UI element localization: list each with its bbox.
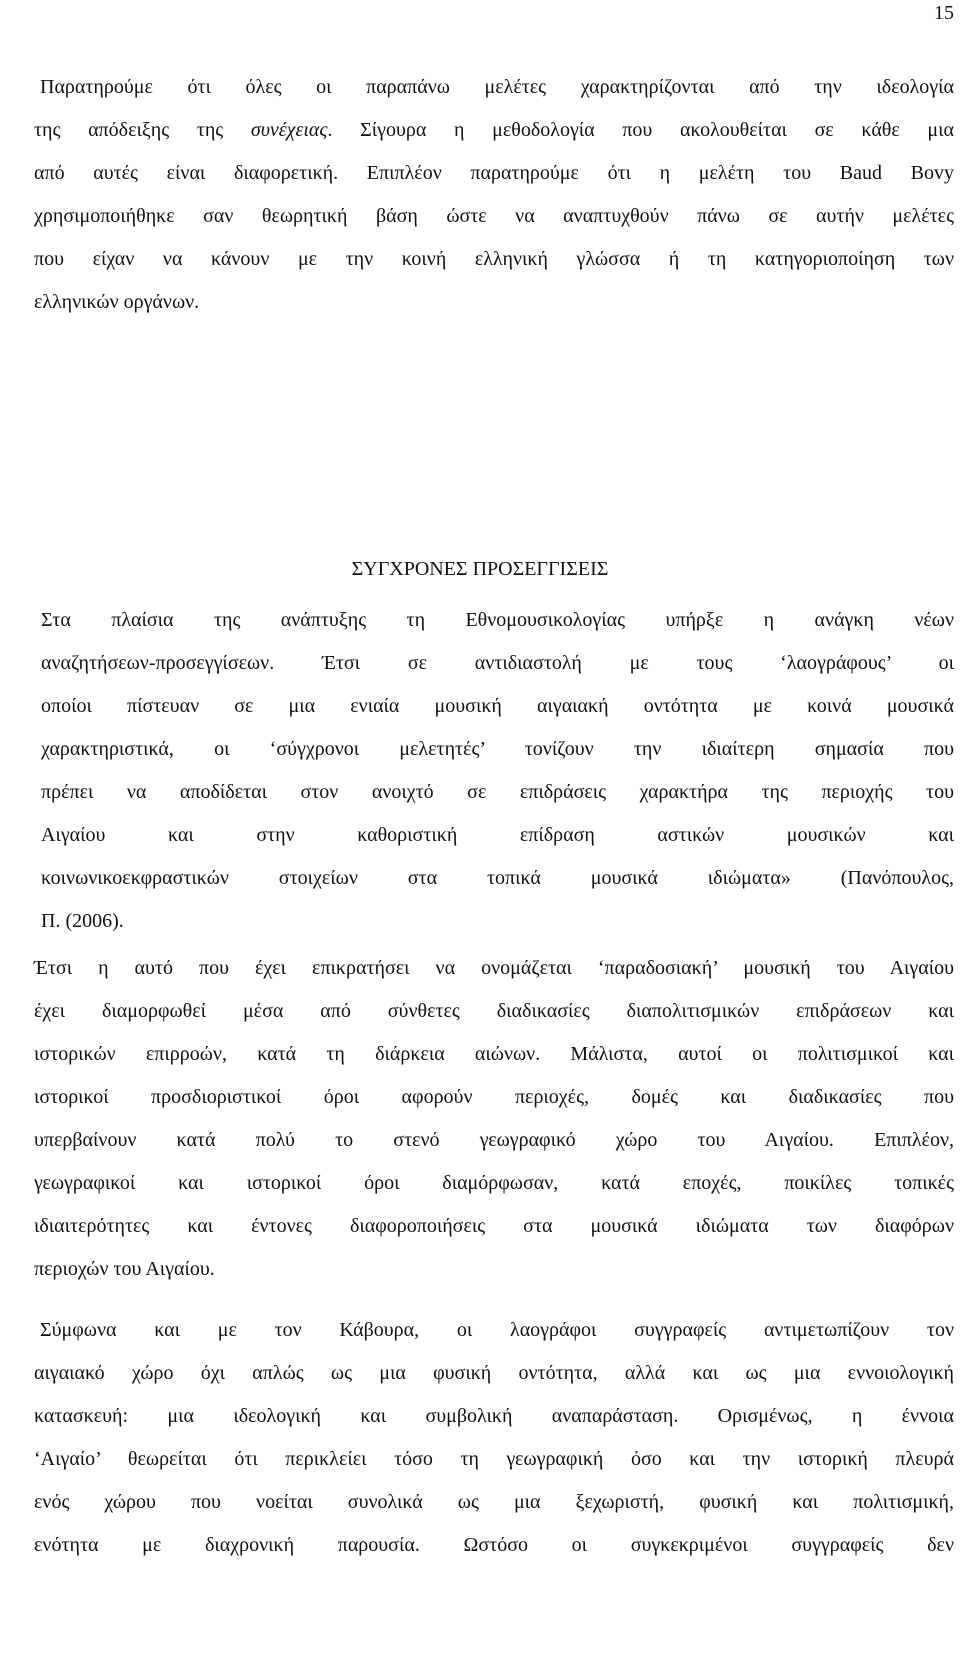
text-line: Παρατηρούμε ότι όλες οι παραπάνω μελέτες χαρακτηρίζονται από την ιδεολογία xyxy=(40,76,954,98)
paragraph-traditional-music xyxy=(34,952,954,1296)
emphasis-text: συνέχειας xyxy=(250,119,328,141)
text-line: κοινωνικοεκφραστικών στοιχείων στα τοπικά μουσικά ιδιώματα» (Πανόπουλος, xyxy=(41,867,954,889)
section-heading: ΣΥΓΧΡΟΝΕΣ ΠΡΟΣΕΓΓΙΣΕΙΣ xyxy=(351,558,609,580)
text-fragment: . Σίγουρα η μεθοδολογία που ακολουθείται σε κάθε μια xyxy=(327,119,955,141)
text-line: γεωγραφικοί και ιστορικοί όροι διαμόρφωσαν, κατά εποχές, ποικίλες τοπικές xyxy=(34,1172,954,1194)
text-line: Π. (2006). xyxy=(41,910,124,932)
text-line: ελληνικών οργάνων. xyxy=(34,291,200,313)
text-line: που είχαν να κάνουν με την κοινή ελληνική γλώσσα ή τη κατηγοριοποίηση των xyxy=(34,248,954,270)
text-line: πρέπει να αποδίδεται στον ανοιχτό σε επιδράσεις χαρακτήρα της περιοχής του xyxy=(41,781,954,803)
text-line: αναζητήσεων-προσεγγίσεων. Έτσι σε αντιδιαστολή με τους ‘λαογράφους’ οι xyxy=(41,652,954,674)
text-line xyxy=(34,114,954,157)
page-number: 15 xyxy=(934,2,954,24)
paragraph-intro xyxy=(34,71,954,329)
text-line: οποίοι πίστευαν σε μια ενιαία μουσική αιγαιακή οντότητα με κοινά μουσικά xyxy=(41,695,954,717)
text-line: Σύμφωνα και με τον Κάβουρα, οι λαογράφοι συγγραφείς αντιμετωπίζουν τον xyxy=(40,1319,954,1341)
text-line: αιγαιακό χώρο όχι απλώς ως μια φυσική οντότητα, αλλά και ως μια εννοιολογική xyxy=(34,1362,954,1384)
text-fragment: της απόδειξης της xyxy=(34,119,251,141)
text-line: ενός χώρου που νοείται συνολικά ως μια ξεχωριστή, φυσική και πολιτισμική, xyxy=(34,1491,954,1513)
text-line: χαρακτηριστικά, οι ‘σύγχρονοι μελετητές’ τονίζουν την ιδιαίτερη σημασία που xyxy=(41,738,954,760)
text-line: έχει διαμορφωθεί μέσα από σύνθετες διαδικασίες διαπολιτισμικών επιδράσεων και xyxy=(34,1000,954,1022)
text-line: υπερβαίνουν κατά πολύ το στενό γεωγραφικό χώρο του Αιγαίου. Επιπλέον, xyxy=(34,1129,954,1151)
text-line: ιστορικών επιρροών, κατά τη διάρκεια αιώνων. Μάλιστα, αυτοί οι πολιτισμικοί και xyxy=(34,1043,954,1065)
text-line: ιστορικοί προσδιοριστικοί όροι αφορούν περιοχές, δομές και διαδικασίες που xyxy=(34,1086,954,1108)
paragraph-modern-approaches xyxy=(41,604,954,948)
text-line: ‘Αιγαίο’ θεωρείται ότι περικλείει τόσο τη γεωγραφική όσο και την ιστορική πλευρά xyxy=(34,1448,954,1470)
text-line: ενότητα με διαχρονική παρουσία. Ωστόσο οι συγκεκριμένοι συγγραφείς δεν xyxy=(34,1534,954,1556)
text-line: ιδιαιτερότητες και έντονες διαφοροποιήσεις στα μουσικά ιδιώματα των διαφόρων xyxy=(34,1215,954,1237)
text-line: χρησιμοποιήθηκε σαν θεωρητική βάση ώστε να αναπτυχθούν πάνω σε αυτήν μελέτες xyxy=(34,205,954,227)
text-line: περιοχών του Αιγαίου. xyxy=(34,1258,215,1280)
text-line: Αιγαίου και στην καθοριστική επίδραση αστικών μουσικών και xyxy=(41,824,954,846)
text-line: κατασκευή: μια ιδεολογική και συμβολική αναπαράσταση. Ορισμένως, η έννοια xyxy=(34,1405,954,1427)
text-line: Στα πλαίσια της ανάπτυξης τη Εθνομουσικολογίας υπήρξε η ανάγκη νέων xyxy=(41,609,954,631)
text-line: από αυτές είναι διαφορετική. Επιπλέον παρατηρούμε ότι η μελέτη του Baud Bovy xyxy=(34,162,954,184)
text-line: Έτσι η αυτό που έχει επικρατήσει να ονομάζεται ‘παραδοσιακή’ μουσική του Αιγαίου xyxy=(34,957,954,979)
paragraph-kavouras xyxy=(34,1314,954,1572)
